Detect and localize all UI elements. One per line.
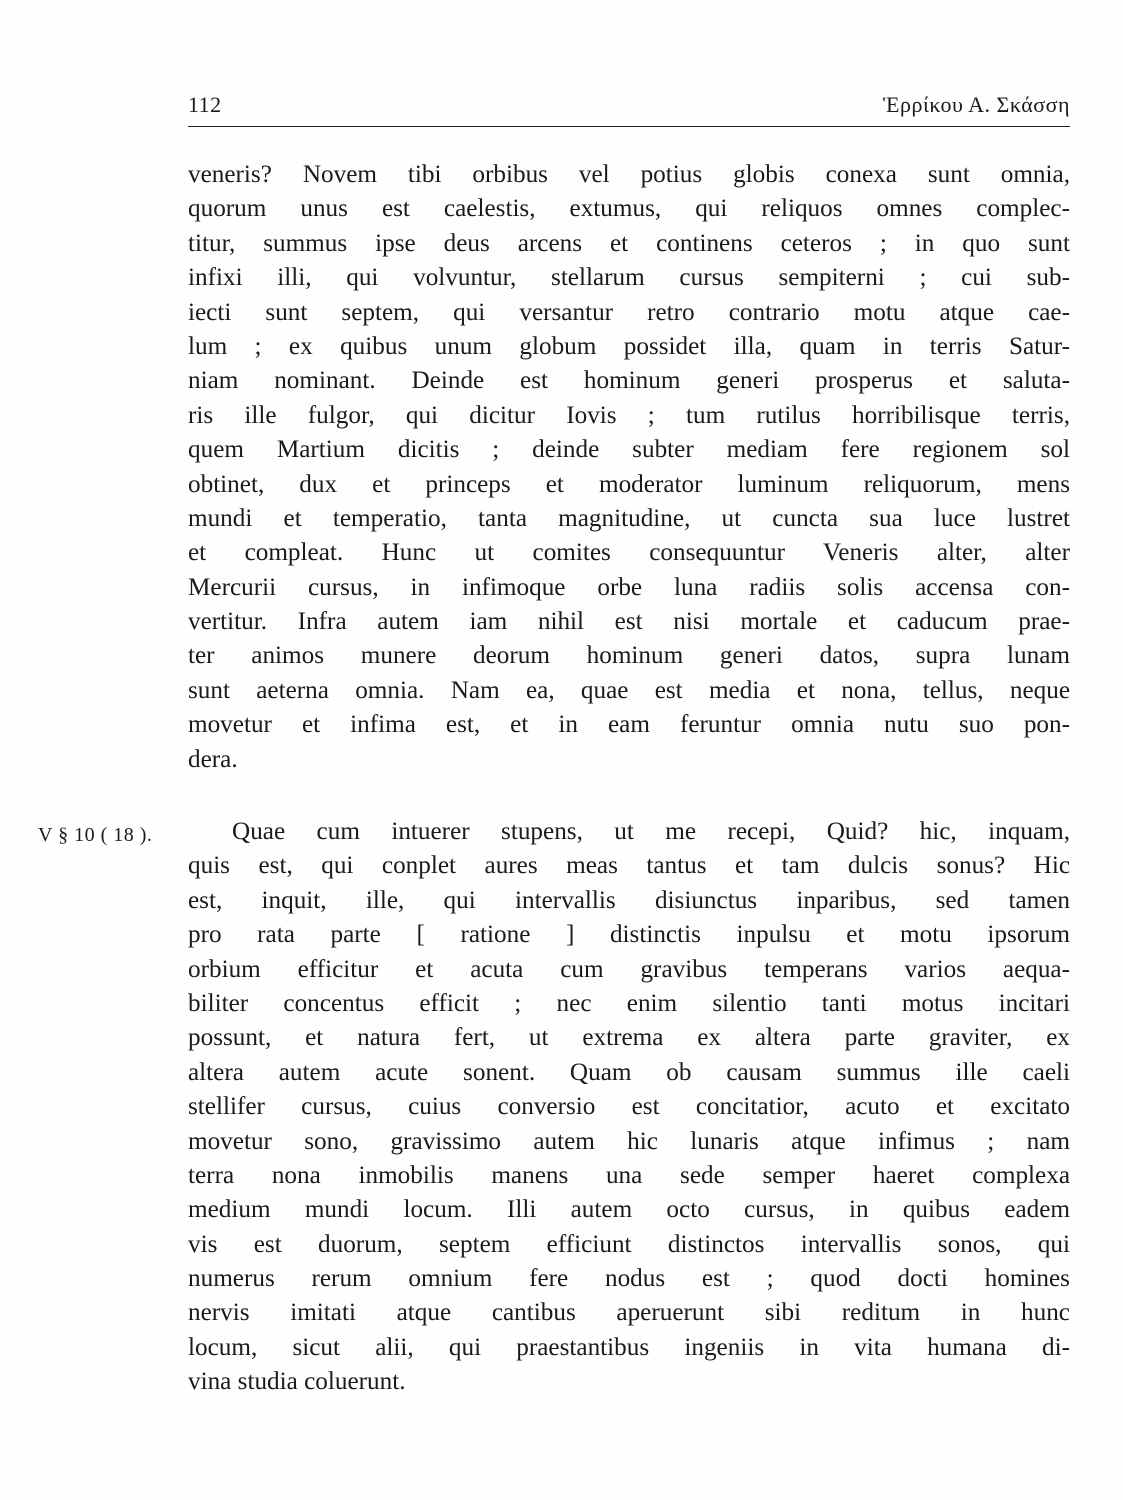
text-line: locum, sicut alii, qui praestantibus ingeniis in vita humana di- (188, 1333, 1070, 1361)
paragraph-section-1 (188, 158, 1070, 777)
text-line: obtinet, dux et princeps et moderator luminum reliquorum, mens (188, 470, 1070, 498)
text-line: est, inquit, ille, qui intervallis disiunctus inparibus, sed tamen (188, 886, 1070, 914)
header-rule (188, 126, 1070, 127)
text-line: pro rata parte [ ratione ] distinctis inpulsu et motu ipsorum (188, 921, 1070, 949)
text-line: orbium efficitur et acuta cum gravibus temperans varios aequa- (188, 955, 1070, 983)
page-number: 112 (188, 92, 222, 117)
text-line: titur, summus ipse deus arcens et continens ceteros ; in quo sunt (188, 229, 1070, 257)
text-line: vertitur. Infra autem iam nihil est nisi mortale et caducum prae- (188, 608, 1070, 636)
text-line: dera. (188, 745, 238, 773)
text-line: ter animos munere deorum hominum generi datos, supra lunam (188, 642, 1070, 670)
text-line: Quae cum intuerer stupens, ut me recepi, Quid? hic, inquam, (232, 818, 1070, 845)
text-line: terra nona inmobilis manens una sede semper haeret complexa (188, 1161, 1070, 1189)
text-line: medium mundi locum. Illi autem octo cursus, in quibus eadem (188, 1196, 1070, 1224)
section-reference: V § 10 ( 18 ). (38, 824, 153, 846)
text-line: mundi et temperatio, tanta magnitudine, ut cuncta sua luce lustret (188, 504, 1070, 532)
text-line: vis est duorum, septem efficiunt distinctos intervallis sonos, qui (188, 1230, 1070, 1258)
running-title: Ἑρρίκου Α. Σκάσση (883, 92, 1070, 117)
text-line: ris ille fulgor, qui dicitur Iovis ; tum rutilus horribilisque terris, (188, 401, 1070, 429)
text-line: movetur et infima est, et in eam feruntur omnia nutu suo pon- (188, 711, 1070, 739)
text-line: infixi illi, qui volvuntur, stellarum cursus sempiterni ; cui sub- (188, 264, 1070, 292)
text-line: niam nominant. Deinde est hominum generi prosperus et saluta- (188, 367, 1070, 395)
text-line: iecti sunt septem, qui versantur retro contrario motu atque cae- (188, 298, 1070, 326)
text-line: stellifer cursus, cuius conversio est concitatior, acuto et excitato (188, 1093, 1070, 1121)
running-head (188, 92, 1070, 122)
text-line: possunt, et natura fert, ut extrema ex altera parte graviter, ex (188, 1024, 1070, 1052)
text-line: numerus rerum omnium fere nodus est ; quod docti homines (188, 1265, 1070, 1293)
text-line: lum ; ex quibus unum globum possidet illa, quam in terris Satur- (188, 332, 1070, 360)
text-line: vina studia coluerunt. (188, 1368, 406, 1396)
text-line: Mercurii cursus, in infimoque orbe luna radiis solis accensa con- (188, 573, 1070, 601)
text-line: altera autem acute sonent. Quam ob causam summus ille caeli (188, 1058, 1070, 1086)
text-line: biliter concentus efficit ; nec enim silentio tanti motus incitari (188, 989, 1070, 1017)
text-line: nervis imitati atque cantibus aperuerunt sibi reditum in hunc (188, 1299, 1070, 1327)
text-line: quorum unus est caelestis, extumus, qui reliquos omnes complec- (188, 195, 1070, 223)
paragraph-section-2 (188, 815, 1070, 1400)
text-line: veneris? Novem tibi orbibus vel potius globis conexa sunt omnia, (188, 161, 1070, 188)
text-line: et compleat. Hunc ut comites consequuntur Veneris alter, alter (188, 539, 1070, 567)
text-line: movetur sono, gravissimo autem hic lunaris atque infimus ; nam (188, 1127, 1070, 1155)
text-line: quem Martium dicitis ; deinde subter mediam fere regionem sol (188, 436, 1070, 464)
text-line: quis est, qui conplet aures meas tantus et tam dulcis sonus? Hic (188, 852, 1070, 880)
text-line: sunt aeterna omnia. Nam ea, quae est media et nona, tellus, neque (188, 676, 1070, 704)
